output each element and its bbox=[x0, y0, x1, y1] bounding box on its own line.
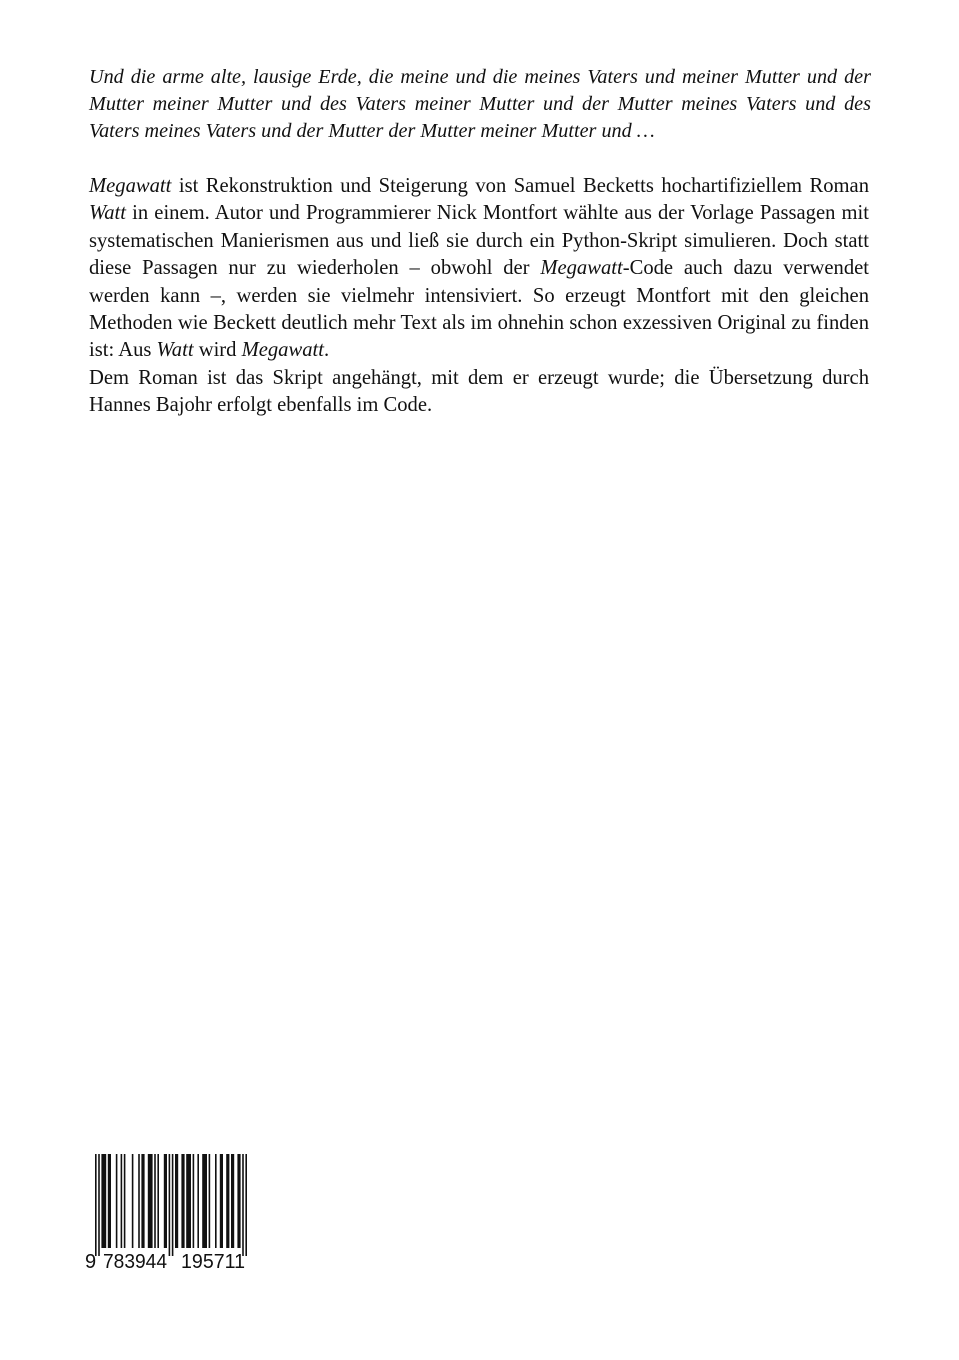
barcode-bar bbox=[157, 1154, 159, 1248]
barcode-guard-bar bbox=[169, 1154, 171, 1256]
blurb-segment: ist Rekonstruktion und Steigerung von Samuel Becketts hochartifiziellem Roman bbox=[171, 175, 869, 197]
barcode-guard-bar bbox=[98, 1154, 100, 1256]
book-title-megawatt: Megawatt bbox=[89, 175, 172, 197]
ean13-barcode-icon bbox=[85, 1150, 255, 1270]
barcode-bar bbox=[101, 1154, 106, 1248]
isbn-digit-first: 9 bbox=[85, 1251, 97, 1270]
barcode-guard-bar bbox=[242, 1154, 244, 1256]
blurb-segment: -Code auch dazu verwendet werden kann –, werden sie vielmehr intensiviert. So erzeugt Montfort mit den gleichen Methoden wie Beckett deutlich mehr Text als im ohnehin schon exzessiven Original zu finden ist: Aus bbox=[89, 257, 869, 362]
barcode-bar bbox=[164, 1154, 167, 1248]
isbn-digits-left: 783944 bbox=[103, 1251, 167, 1270]
barcode-bar bbox=[237, 1154, 240, 1248]
barcode-bar bbox=[231, 1154, 234, 1248]
barcode-bar bbox=[181, 1154, 184, 1248]
barcode-bars bbox=[95, 1154, 247, 1256]
book-title-megawatt-2: Megawatt bbox=[241, 339, 324, 362]
blurb-segment: in einem. Autor und Programmierer Nick Montfort wählte aus der Vorlage Passagen mit systematischen Manierismen aus und ließ sie durch ein Python-Skript simulieren. Doch statt diese Passagen nur zu wiederholen – obwohl der bbox=[89, 202, 869, 280]
book-title-watt: Watt bbox=[89, 202, 127, 225]
isbn-digits-right: 195711 bbox=[181, 1251, 245, 1270]
book-title-watt-2: Watt bbox=[156, 339, 194, 362]
barcode-bar bbox=[197, 1154, 199, 1248]
barcode-guard-bar bbox=[172, 1154, 174, 1256]
blurb-text bbox=[89, 173, 869, 420]
barcode-bar bbox=[154, 1154, 156, 1248]
barcode-guard-bar bbox=[95, 1154, 97, 1256]
blurb-segment: . bbox=[323, 339, 330, 362]
barcode-bar bbox=[175, 1154, 178, 1248]
barcode-bar bbox=[193, 1154, 195, 1248]
book-title-megawatt-code: Megawatt bbox=[540, 257, 623, 280]
epigraph-quote: Und die arme alte, lausige Erde, die meine und die meines Vaters und meiner Mutter und der Mutter meiner Mutter und des Vaters meiner Mutter und der Mutter meines Vaters und des Vaters meines Vaters und der Mutter der Mutter meiner Mutter und … bbox=[89, 66, 871, 142]
barcode-bar bbox=[215, 1154, 217, 1248]
barcode-bar bbox=[186, 1154, 191, 1248]
barcode-bar bbox=[138, 1154, 140, 1248]
barcode-bar bbox=[132, 1154, 134, 1248]
barcode-bar bbox=[124, 1154, 126, 1248]
barcode-bar bbox=[209, 1154, 211, 1248]
barcode-bar bbox=[141, 1154, 144, 1248]
barcode-bar bbox=[202, 1154, 207, 1248]
blurb-segment: wird bbox=[193, 339, 242, 362]
barcode-bar bbox=[116, 1154, 118, 1248]
blurb-paragraph-1 bbox=[89, 173, 869, 365]
barcode-bar bbox=[108, 1154, 111, 1248]
blurb-paragraph-2: Dem Roman ist das Skript angehängt, mit dem er erzeugt wurde; die Übersetzung durch Hannes Bajohr erfolgt ebenfalls im Code. bbox=[89, 366, 869, 417]
barcode-guard-bar bbox=[245, 1154, 247, 1256]
barcode-bar bbox=[121, 1154, 123, 1248]
barcode-bar bbox=[220, 1154, 223, 1248]
barcode-bar bbox=[148, 1154, 153, 1248]
barcode-bar bbox=[226, 1154, 229, 1248]
